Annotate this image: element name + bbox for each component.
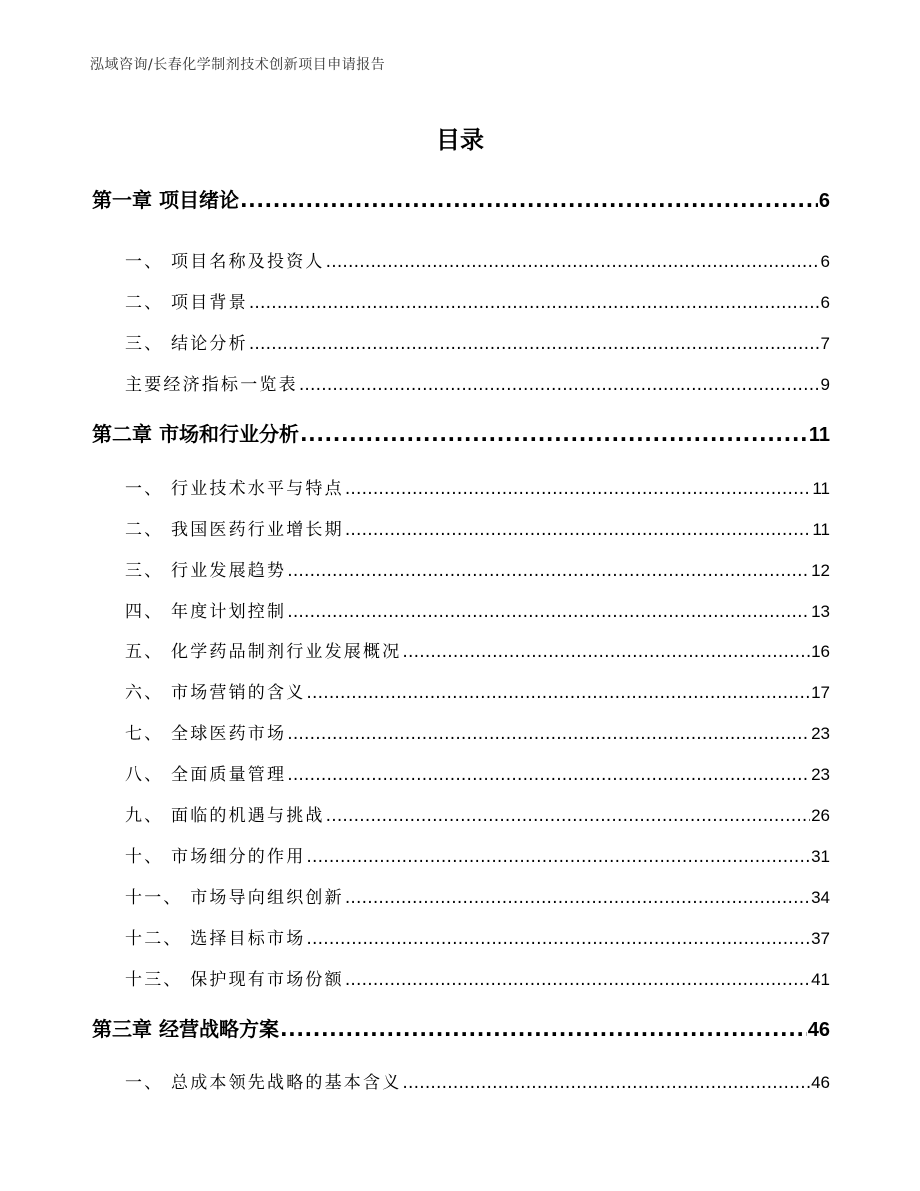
dot-leader [299,375,820,395]
dot-leader [287,602,810,622]
toc-chapter-3[interactable] [92,1013,830,1042]
toc-entry-label: 十二、 选择目标市场 [125,929,306,949]
dot-leader [300,422,808,446]
toc-entry-label: 三、 结论分析 [125,334,248,354]
toc-section[interactable] [125,370,830,395]
toc-entry-label: 七、 全球医药市场 [125,724,287,744]
toc-entry-page: 41 [811,970,830,989]
toc-entry-page: 9 [820,375,830,394]
toc-section[interactable] [125,842,830,867]
toc-entry-label: 一、 项目名称及投资人 [125,252,325,272]
toc-entry-label: 十三、 保护现有市场份额 [125,970,344,990]
toc-section[interactable] [125,637,830,662]
dot-leader [345,970,810,990]
toc-section[interactable] [125,556,830,581]
toc-chapter-2[interactable] [92,418,830,447]
toc-entry-page: 31 [811,847,830,866]
toc-section[interactable] [125,801,830,826]
toc-entry-page: 6 [820,252,830,271]
toc-entry-label: 二、 我国医药行业增长期 [125,520,344,540]
dot-leader [287,765,810,785]
toc-entry-label: 五、 化学药品制剂行业发展概况 [125,642,402,662]
toc-entry-page: 6 [818,190,830,212]
toc-entry-label: 一、 总成本领先战略的基本含义 [125,1073,402,1093]
toc-entry-page: 37 [811,929,830,948]
toc-section[interactable] [125,965,830,990]
toc-section[interactable] [125,924,830,949]
toc-section[interactable] [125,288,830,313]
dot-leader [306,683,810,703]
toc-entry-label: 主要经济指标一览表 [125,375,298,395]
toc-section[interactable] [125,515,830,540]
toc-entry-label: 六、 市场营销的含义 [125,683,306,703]
dot-leader [326,252,820,272]
toc-entry-label: 十、 市场细分的作用 [125,847,306,867]
toc-title: 目录 [436,126,484,154]
dot-leader [280,1017,807,1041]
toc-entry-label: 八、 全面质量管理 [125,765,287,785]
toc-entry-page: 11 [808,424,830,446]
dot-leader [306,929,810,949]
toc-entry-page: 17 [811,683,830,702]
dot-leader [249,293,820,313]
toc-entry-label: 第三章 经营战略方案 [92,1017,279,1041]
dot-leader [345,888,810,908]
toc-entry-page: 34 [811,888,830,907]
toc-entry-page: 11 [812,479,830,498]
toc-entry-page: 13 [811,602,830,621]
toc-section[interactable] [125,678,830,703]
toc-entry-label: 第二章 市场和行业分析 [92,422,299,446]
dot-leader [287,561,810,581]
toc-entry-page: 12 [811,561,830,580]
toc-entry-page: 46 [811,1073,830,1092]
toc-section[interactable] [125,597,830,622]
toc-entry-label: 一、 行业技术水平与特点 [125,479,344,499]
page-header: 泓域咨询/长春化学制剂技术创新项目申请报告 [90,57,386,73]
toc-entry-page: 23 [811,724,830,743]
toc-section[interactable] [125,760,830,785]
dot-leader [345,479,812,499]
toc-entry-label: 二、 项目背景 [125,293,248,313]
dot-leader [306,847,810,867]
toc-entry-page: 7 [820,334,830,353]
toc-section[interactable] [125,247,830,272]
toc-entry-label: 第一章 项目绪论 [92,188,239,212]
toc-entry-label: 四、 年度计划控制 [125,602,287,622]
toc-entry-page: 11 [812,520,830,539]
toc-section[interactable] [125,474,830,499]
dot-leader [402,642,810,662]
dot-leader [345,520,812,540]
toc-chapter-1[interactable] [92,184,830,213]
dot-leader [326,806,810,826]
toc-entry-label: 十一、 市场导向组织创新 [125,888,344,908]
toc-entry-page: 26 [811,806,830,825]
toc-entry-page: 46 [807,1019,830,1041]
dot-leader [249,334,820,354]
toc-entry-label: 三、 行业发展趋势 [125,561,287,581]
toc-entry-page: 6 [820,293,830,312]
toc-section[interactable] [125,719,830,744]
dot-leader [402,1073,810,1093]
toc-entry-label: 九、 面临的机遇与挑战 [125,806,325,826]
toc-entry-page: 23 [811,765,830,784]
toc-entry-page: 16 [811,642,830,661]
dot-leader [240,188,818,212]
dot-leader [287,724,810,744]
toc-section[interactable] [125,1068,830,1093]
toc-section[interactable] [125,883,830,908]
toc-section[interactable] [125,329,830,354]
